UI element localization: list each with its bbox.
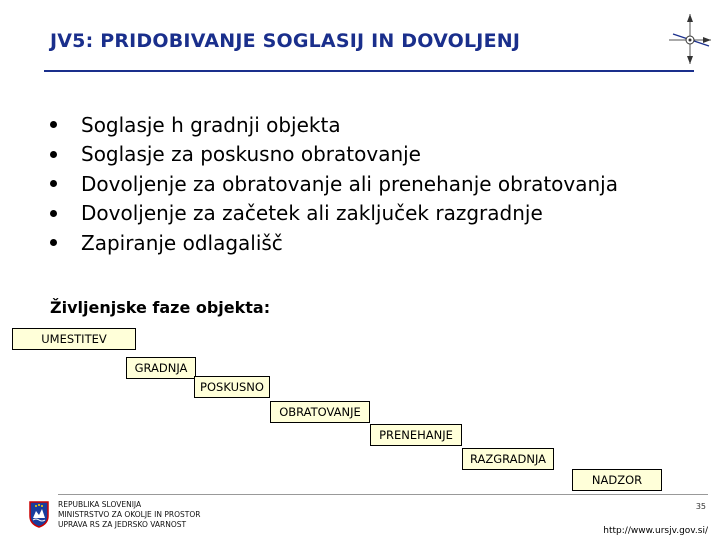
bullet-text: Dovoljenje za obratovanje ali prenehanje obratovanja <box>81 171 618 196</box>
agency-logo-icon <box>665 10 715 68</box>
list-item <box>44 199 618 229</box>
list-item <box>44 169 618 199</box>
bullet-icon <box>50 121 57 128</box>
slovenia-crest-icon <box>28 500 50 528</box>
bullet-icon <box>50 239 57 246</box>
phase-poskusno: POSKUSNO <box>194 376 270 398</box>
footer-line: REPUBLIKA SLOVENIJA <box>58 500 142 509</box>
phase-umestitev: UMESTITEV <box>12 328 136 350</box>
list-item <box>44 110 618 140</box>
bullet-icon <box>50 151 57 158</box>
bullet-text: Zapiranje odlagališč <box>81 230 283 255</box>
footer-url-link[interactable]: http://www.ursjv.gov.si/ <box>603 526 708 536</box>
list-item <box>44 228 618 258</box>
bullet-icon <box>50 210 57 217</box>
phase-prenehanje: PRENEHANJE <box>370 424 462 446</box>
footer-line: UPRAVA RS ZA JEDRSKO VARNOST <box>58 520 187 529</box>
bullet-text: Soglasje h gradnji objekta <box>81 112 341 137</box>
bullet-text: Soglasje za poskusno obratovanje <box>81 142 421 167</box>
phases-heading: Življenjske faze objekta: <box>50 298 271 317</box>
phase-obratovanje: OBRATOVANJE <box>270 401 370 423</box>
bullet-icon <box>50 180 57 187</box>
phase-gradnja: GRADNJA <box>126 357 196 379</box>
bullet-text: Dovoljenje za začetek ali zaključek razgradnje <box>81 201 543 226</box>
phase-razgradnja: RAZGRADNJA <box>462 448 554 470</box>
page-number: 35 <box>695 502 706 511</box>
phase-nadzor: NADZOR <box>572 469 662 491</box>
footer-divider <box>58 494 708 495</box>
slide-title: JV5: PRIDOBIVANJE SOGLASIJ IN DOVOLJENJ <box>50 30 521 52</box>
bullet-list <box>44 110 618 258</box>
title-divider <box>44 70 694 72</box>
footer-institution <box>58 500 200 530</box>
list-item <box>44 140 618 170</box>
footer-line: MINISTRSTVO ZA OKOLJE IN PROSTOR <box>58 510 201 519</box>
